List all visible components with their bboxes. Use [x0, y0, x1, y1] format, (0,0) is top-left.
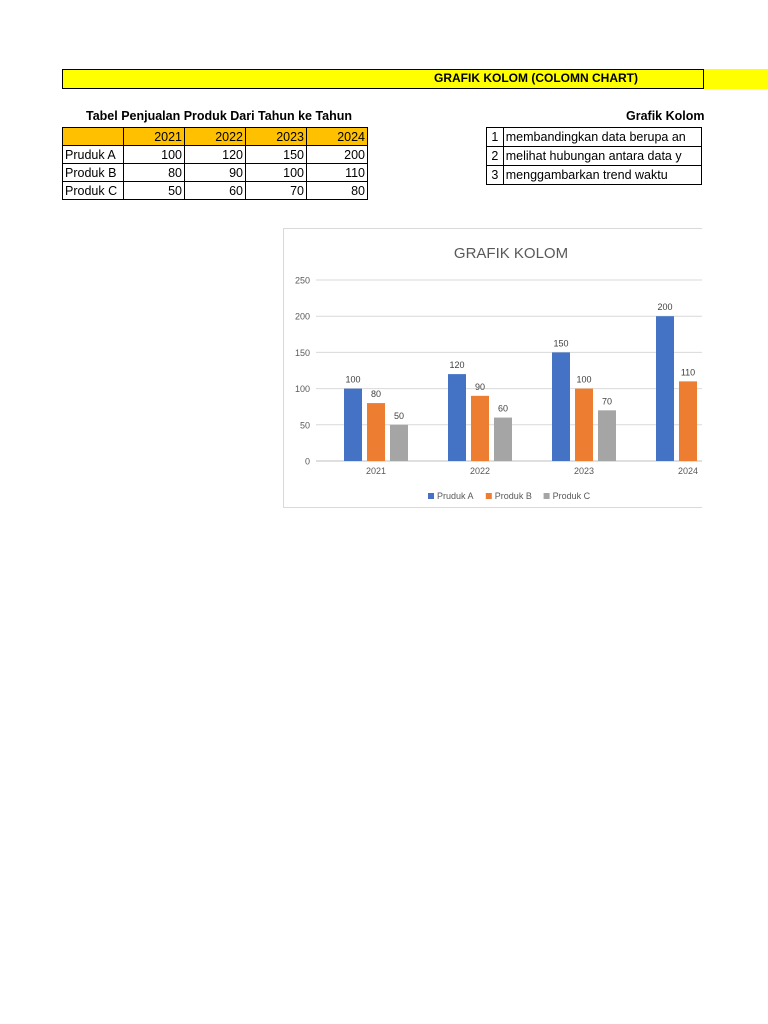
info-row [487, 147, 702, 166]
info-number-cell[interactable]: 2 [487, 147, 504, 166]
value-cell[interactable]: 150 [246, 146, 307, 164]
bar [575, 389, 593, 461]
y-tick-label: 250 [294, 275, 310, 286]
info-row [487, 166, 702, 185]
product-name-cell[interactable]: Produk B [63, 164, 124, 182]
table-header-row [63, 128, 368, 146]
column-chart: GRAFIK KOLOM0501001502002501008050202112090602022150100702023200110802024Pruduk A Produk B Produk C [284, 229, 702, 507]
info-row [487, 128, 702, 147]
data-label: 50 [393, 410, 405, 421]
bar [344, 389, 362, 461]
value-cell[interactable]: 80 [124, 164, 185, 182]
table-row [63, 182, 368, 200]
chart-area[interactable] [283, 228, 717, 508]
x-tick-label: 2021 [365, 466, 387, 476]
x-tick-label: 2023 [573, 466, 595, 476]
bar [494, 418, 512, 461]
value-cell[interactable]: 100 [246, 164, 307, 182]
bar [679, 381, 697, 461]
data-label: 200 [657, 302, 673, 313]
value-cell[interactable]: 200 [307, 146, 368, 164]
info-table-viewport [486, 127, 702, 187]
info-text-cell[interactable]: menggambarkan trend waktu [503, 166, 701, 185]
data-label: 70 [601, 396, 613, 407]
info-title: Grafik Kolom [626, 109, 705, 123]
bar [390, 425, 408, 461]
table-row [63, 164, 368, 182]
bar [552, 352, 570, 461]
info-number-cell[interactable]: 1 [487, 128, 504, 147]
title-cell-overflow [704, 69, 768, 89]
product-name-cell[interactable]: Pruduk A [63, 146, 124, 164]
header-year-cell[interactable]: 2023 [246, 128, 307, 146]
legend-swatch [428, 493, 434, 499]
product-name-cell[interactable]: Produk C [63, 182, 124, 200]
header-year-cell[interactable]: 2021 [124, 128, 185, 146]
y-tick-label: 150 [294, 347, 310, 358]
bar [598, 410, 616, 461]
header-year-cell[interactable]: 2022 [185, 128, 246, 146]
table-row [63, 146, 368, 164]
bar [367, 403, 385, 461]
info-table [486, 127, 702, 185]
bar [448, 374, 466, 461]
bar [471, 396, 489, 461]
x-tick-label: 2024 [677, 466, 699, 476]
data-label: 110 [680, 367, 696, 378]
data-label: 150 [553, 338, 569, 349]
legend-label: Produk B [494, 491, 532, 501]
info-number-cell[interactable]: 3 [487, 166, 504, 185]
data-label: 60 [497, 403, 509, 414]
sales-table [62, 127, 368, 200]
y-tick-label: 0 [304, 456, 310, 467]
header-year-cell[interactable]: 2024 [307, 128, 368, 146]
value-cell[interactable]: 50 [124, 182, 185, 200]
data-label: 90 [474, 381, 486, 392]
value-cell[interactable]: 70 [246, 182, 307, 200]
data-label: 120 [449, 360, 465, 371]
value-cell[interactable]: 60 [185, 182, 246, 200]
legend-label: Pruduk A [437, 491, 474, 501]
chart-viewport [283, 228, 717, 508]
data-label: 100 [345, 374, 361, 385]
y-tick-label: 50 [299, 420, 310, 431]
value-cell[interactable]: 90 [185, 164, 246, 182]
legend-swatch [544, 493, 550, 499]
info-text-cell[interactable]: melihat hubungan antara data y [503, 147, 701, 166]
value-cell[interactable]: 120 [185, 146, 246, 164]
data-label: 80 [370, 389, 382, 400]
chart-title: GRAFIK KOLOM [453, 245, 569, 262]
header-empty-cell[interactable] [63, 128, 124, 146]
value-cell[interactable]: 100 [124, 146, 185, 164]
info-text-cell[interactable]: membandingkan data berupa an [503, 128, 701, 147]
legend-label: Produk C [552, 491, 591, 501]
value-cell[interactable]: 80 [307, 182, 368, 200]
bar [656, 316, 674, 461]
sheet-title: GRAFIK KOLOM (COLOMN CHART) [434, 71, 638, 85]
legend-swatch [486, 493, 492, 499]
value-cell[interactable]: 110 [307, 164, 368, 182]
y-tick-label: 100 [294, 384, 310, 395]
x-tick-label: 2022 [469, 466, 491, 476]
data-label: 100 [576, 374, 592, 385]
y-tick-label: 200 [294, 311, 310, 322]
title-banner [62, 69, 768, 89]
table-title: Tabel Penjualan Produk Dari Tahun ke Tahun [86, 109, 353, 123]
